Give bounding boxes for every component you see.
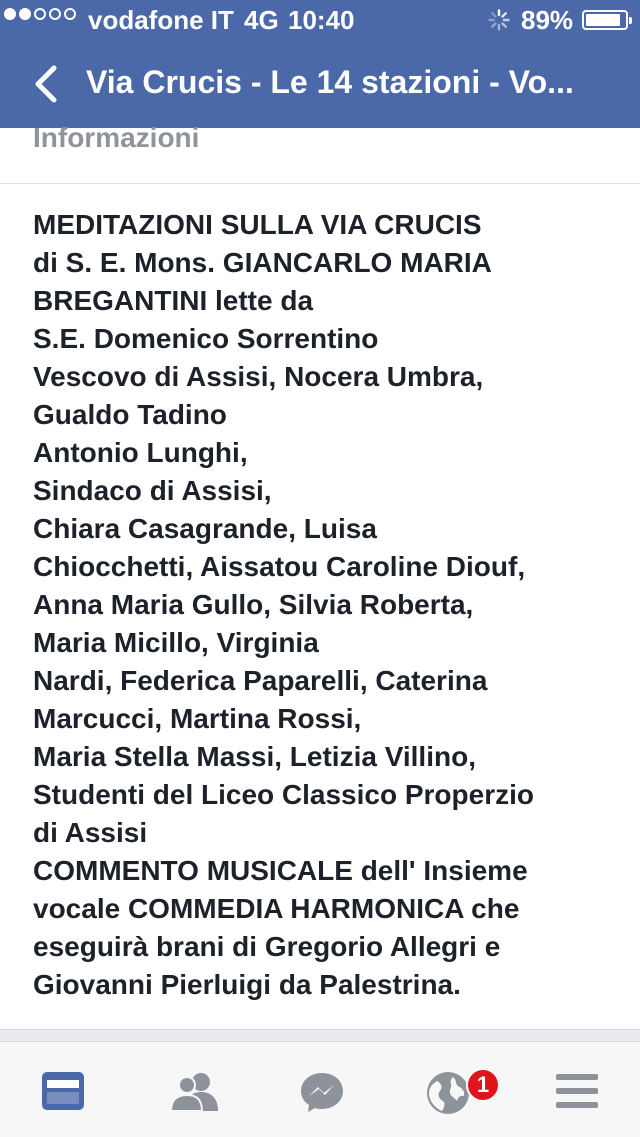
page-title: Via Crucis - Le 14 stazioni - Vo... (86, 64, 574, 100)
notification-badge: 1 (466, 1068, 500, 1102)
description-line: MEDITAZIONI SULLA VIA CRUCIS (33, 209, 482, 240)
description-line: BREGANTINI lette da (33, 285, 314, 316)
description-line: Giovanni Pierluigi da Palestrina. (33, 969, 461, 1000)
menu-icon (555, 1071, 599, 1111)
battery-fill (586, 14, 620, 26)
description-line: Marcucci, Martina Rossi, (33, 703, 362, 734)
navigation-bar (0, 40, 640, 128)
description-line: di Assisi (33, 817, 148, 848)
description-line: vocale COMMEDIA HARMONICA che (33, 893, 520, 924)
friends-icon (168, 1071, 222, 1111)
battery-percent: 89% (521, 5, 574, 35)
section-header (0, 122, 640, 184)
description-line: Nardi, Federica Paparelli, Caterina (33, 665, 488, 696)
description-line: Studenti del Liceo Classico Properzio (33, 779, 534, 810)
description-line: Chiocchetti, Aissatou Caroline Diouf, (33, 551, 526, 582)
tab-menu[interactable] (532, 1042, 622, 1137)
signal-strength-icon (4, 8, 76, 20)
status-bar (0, 0, 640, 40)
description-line: Sindaco di Assisi, (33, 475, 272, 506)
globe-notifications-icon (425, 1071, 471, 1115)
carrier-name: vodafone IT (88, 5, 234, 35)
description-line: Anna Maria Gullo, Silvia Roberta, (33, 589, 474, 620)
event-description (33, 206, 633, 1004)
section-heading: Informazioni (33, 122, 200, 153)
description-line: Chiara Casagrande, Luisa (33, 513, 377, 544)
description-line: di S. E. Mons. GIANCARLO MARIA (33, 247, 492, 278)
tab-bar (0, 1041, 640, 1137)
description-line: Maria Stella Massi, Letizia Villino, (33, 741, 476, 772)
news-feed-icon (41, 1071, 85, 1111)
description-line: Antonio Lunghi, (33, 437, 248, 468)
tab-messenger[interactable] (275, 1042, 365, 1137)
description-line: Gualdo Tadino (33, 399, 227, 430)
description-line: S.E. Domenico Sorrentino (33, 323, 379, 354)
tab-news-feed[interactable] (18, 1042, 108, 1137)
messenger-icon (298, 1071, 346, 1113)
clock: 10:40 (288, 5, 355, 35)
chevron-left-icon[interactable] (30, 64, 62, 104)
description-line: COMMENTO MUSICALE dell' Insieme (33, 855, 528, 886)
description-line: Vescovo di Assisi, Nocera Umbra, (33, 361, 484, 392)
network-type: 4G (244, 5, 279, 35)
tab-friends[interactable] (145, 1042, 235, 1137)
battery-icon (582, 10, 628, 30)
description-line: Maria Micillo, Virginia (33, 627, 319, 658)
description-line: eseguirà brani di Gregorio Allegri e (33, 931, 501, 962)
activity-spinner-icon (488, 9, 510, 31)
